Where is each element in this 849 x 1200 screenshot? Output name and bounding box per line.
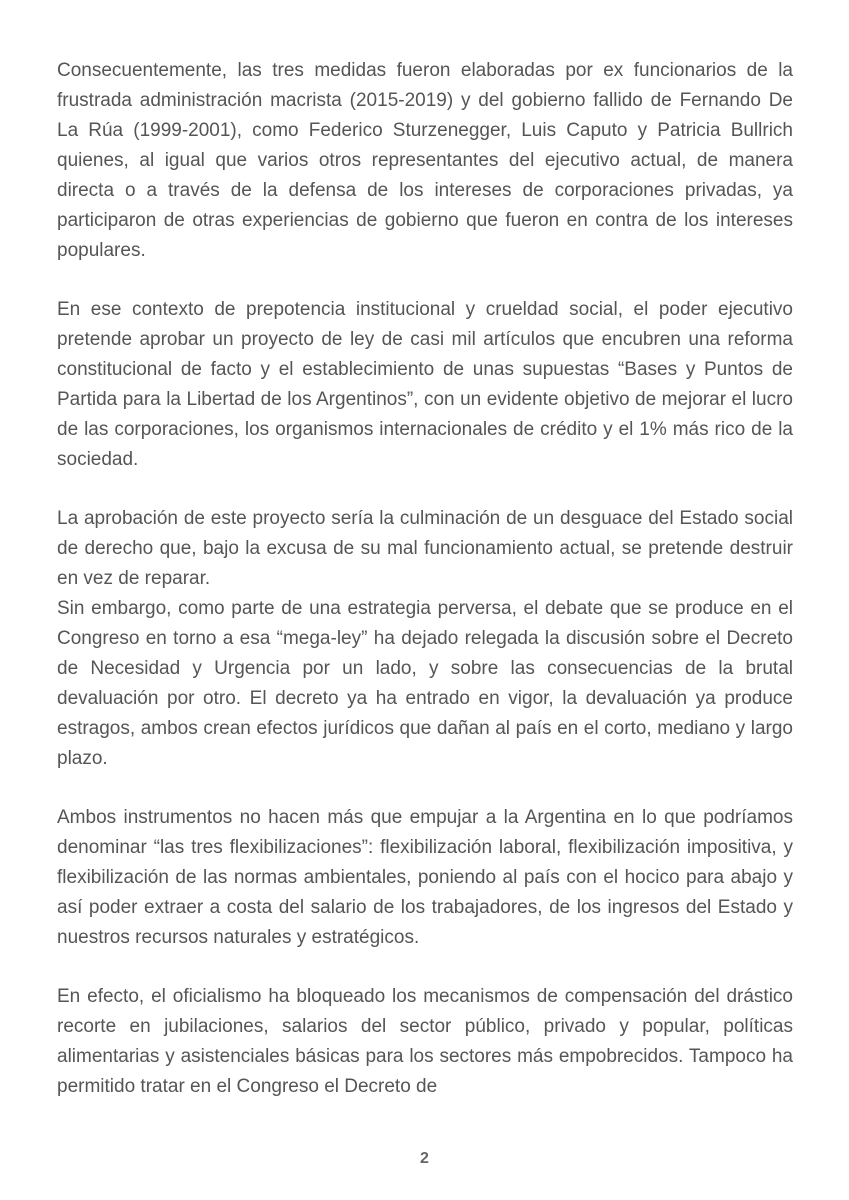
paragraph: La aprobación de este proyecto sería la culminación de un desguace del Estado social de derecho que, bajo la excusa de su mal funcionamiento actual, se pretende destruir en vez de reparar. xyxy=(57,508,793,589)
paragraph: Sin embargo, como parte de una estrategia perversa, el debate que se produce en el Congreso en torno a esa “mega-ley” ha dejado relegada la discusión sobre el Decreto de Necesidad y Urgencia por un lado, y sobre las consecuencias de la brutal devaluación por otro. El decreto ya ha entrado en vigor, la devaluación ya produce estragos, ambos crean efectos jurídicos que dañan al país en el corto, mediano y largo plazo. xyxy=(57,598,793,769)
paragraph: En efecto, el oficialismo ha bloqueado los mecanismos de compensación del drástico recorte en jubilaciones, salarios del sector público, privado y popular, políticas alimentarias y asistenciales básicas para los sectores más empobrecidos. Tampoco ha permitido tratar en el Congreso el Decreto de xyxy=(57,986,793,1097)
paragraph: Ambos instrumentos no hacen más que empujar a la Argentina en lo que podríamos denominar “las tres flexibilizaciones”: flexibilización laboral, flexibilización impositiva, y flexibilización de las normas ambientales, poniendo al país con el hocico para abajo y así poder extraer a costa del salario de los trabajadores, de los ingresos del Estado y nuestros recursos naturales y estratégicos. xyxy=(57,807,793,948)
page-number: 2 xyxy=(420,1150,429,1167)
paragraph: En ese contexto de prepotencia institucional y crueldad social, el poder ejecutivo pretende aprobar un proyecto de ley de casi mil artículos que encubren una reforma constitucional de facto y el establecimiento de unas supuestas “Bases y Puntos de Partida para la Libertad de los Argentinos”, con un evidente objetivo de mejorar el lucro de las corporaciones, los organismos internacionales de crédito y el 1% más rico de la sociedad. xyxy=(57,299,793,470)
paragraph: Consecuentemente, las tres medidas fueron elaboradas por ex funcionarios de la frustrada administración macrista (2015-2019) y del gobierno fallido de Fernando De La Rúa (1999-2001), como Federico Sturzenegger, Luis Caputo y Patricia Bullrich quienes, al igual que varios otros representantes del ejecutivo actual, de manera directa o a través de la defensa de los intereses de corporaciones privadas, ya participaron de otras experiencias de gobierno que fueron en contra de los intereses populares. xyxy=(57,60,793,261)
body-text xyxy=(57,56,793,1102)
